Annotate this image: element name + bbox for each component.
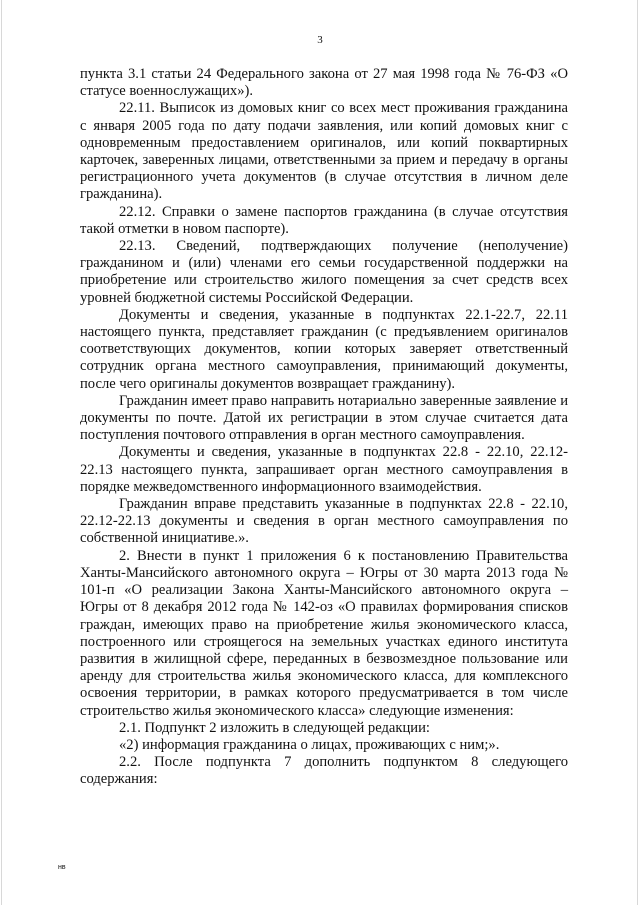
paragraph-subitem-2: «2) информация гражданина о лицах, проживающих с ним;». xyxy=(119,736,500,753)
paragraph-item-2: 2. Внести в пункт 1 приложения 6 к постановлению Правительства Ханты-Мансийского автономного округа – Югры от 30 марта 2013 года № 101-п «О реализации Закона Ханты-Мансийского автономного округа – Югры от 8 декабря 2012 года № 142-оз «О правилах формирования списков граждан, имеющих право на приобретение жилья экономического класса, построенного или строящегося на земельных участках единого института развития в жилищной сфере, переданных в безвозмездное пользование или аренду для строительства жилья экономического класса, для комплексного освоения территории, в рамках которого предусматривается в том числе строительство жилья экономического класса» следующие изменения: xyxy=(80,547,568,719)
paragraph-interagency-request: Документы и сведения, указанные в подпунктах 22.8 - 22.10, 22.12-22.13 настоящего пункта, запрашивает орган местного самоуправления в порядке межведомственного информационного взаимодействия. xyxy=(80,444,568,495)
paragraph-continuation: пункта 3.1 статьи 24 Федерального закона от 27 мая 1998 года № 76-ФЗ «О статусе военнослужащих»). xyxy=(80,66,568,100)
footer-mark: нв xyxy=(58,864,66,871)
paragraph-documents-provided: Документы и сведения, указанные в подпунктах 22.1-22.7, 22.11 настоящего пункта, представляет гражданин (с предъявлением оригиналов соответствующих документов, копии которых заверяет ответственный сотрудник органа местного самоуправления, принимающий документы, после чего оригиналы документов возвращает гражданину). xyxy=(80,306,568,392)
paragraph-22-12: 22.12. Справки о замене паспортов гражданина (в случае отсутствия такой отметки в новом паспорте). xyxy=(80,203,568,237)
paragraph-item-2-2: 2.2. После подпункта 7 дополнить подпунктом 8 следующего содержания: xyxy=(80,754,568,788)
paragraph-22-13: 22.13. Сведений, подтверждающих получение (неполучение) гражданином и (или) членами его семьи государственной поддержки на приобретение или строительство жилого помещения за счет средств всех уровней бюджетной системы Российской Федерации. xyxy=(80,238,568,306)
scan-edge-left xyxy=(1,0,2,905)
paragraph-item-2-1: 2.1. Подпункт 2 изложить в следующей редакции: xyxy=(119,719,430,736)
paragraph-22-11: 22.11. Выписок из домовых книг со всех мест проживания гражданина с января 2005 года по дату подачи заявления, или копий домовых книг с одновременным предоставлением оригиналов, или копий поквартирных карточек, заверенных лицами, ответственными за прием и передачу в органы регистрационного учета документов (в случае отсутствия в личном деле гражданина). xyxy=(80,100,568,203)
scan-edge-right xyxy=(637,0,638,905)
page-number: 3 xyxy=(317,34,323,46)
paragraph-own-initiative: Гражданин вправе представить указанные в подпунктах 22.8 - 22.10, 22.12-22.13 документы и сведения в орган местного самоуправления по собственной инициативе.». xyxy=(80,496,568,547)
document-body xyxy=(80,66,568,789)
paragraph-mail-submission: Гражданин имеет право направить нотариально заверенные заявление и документы по почте. Датой их регистрации в этом случае считается дата поступления почтового отправления в орган местного самоуправления. xyxy=(80,392,568,444)
